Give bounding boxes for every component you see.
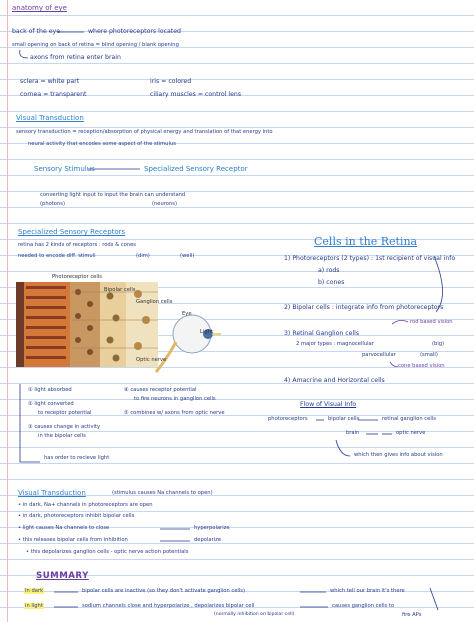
flow-ganglion: retinal ganglion cells bbox=[382, 416, 436, 422]
summary-title: SUMMARY bbox=[36, 571, 89, 581]
light-line-3: • this depolarizes ganglion cells - optic nerve action potentials bbox=[26, 549, 189, 555]
cells-in-retina-title: Cells in the Retina bbox=[314, 235, 418, 248]
flow-title: Flow of Visual Info bbox=[300, 401, 357, 408]
summary-light-text: sodium channels close and hyperpolarize , depolarizes bipolar cell bbox=[82, 603, 255, 609]
annotation-5: ⑤ combines w/ axons from optic nerve bbox=[124, 410, 225, 416]
summary-light-line bbox=[24, 604, 44, 609]
annotation-3a: ③ causes change in activity bbox=[28, 424, 101, 430]
cornea-line: cornea = transparent bbox=[20, 91, 87, 98]
summary-dark-line bbox=[24, 589, 44, 594]
flow-photoreceptors: photoreceptors bbox=[268, 416, 308, 422]
opening-line: small opening on back of retina = blind opening / blank opening bbox=[12, 42, 179, 48]
big-label: (big) bbox=[432, 341, 445, 347]
parvocellular-line: parvocellular bbox=[362, 352, 396, 358]
page-title: anatomy of eye bbox=[12, 4, 67, 12]
dark-line-2: • in dark, photoreceptors inhibit bipolar cells bbox=[18, 513, 135, 519]
converting-line: converting light input to input the brain can understand bbox=[40, 192, 186, 198]
bipolar-line: 2) Bipolar cells : integrate info from photoreceptors bbox=[284, 304, 444, 311]
cone-based-note: cone based vision bbox=[398, 363, 445, 369]
summary-dark-text: bipolar cells are inactive (so they don't activate ganglion cells) bbox=[82, 588, 246, 594]
annotation-6: has order to recieve light bbox=[44, 455, 110, 461]
rods-item: a) rods bbox=[318, 267, 340, 274]
visual-transduction-heading: Visual Transduction bbox=[16, 114, 84, 122]
fig-label-eye: Eye bbox=[182, 311, 192, 317]
neurons-label: (neurons) bbox=[152, 201, 177, 207]
fig-label-photoreceptor-cells: Photoreceptor cells bbox=[52, 274, 102, 280]
visual-transduction-2-heading: Visual Transduction bbox=[18, 489, 86, 497]
specialized-receptors-heading: Specialized Sensory Receptors bbox=[18, 228, 126, 236]
well-label: (well) bbox=[180, 253, 195, 259]
summary-light-end: fire APs bbox=[402, 612, 422, 618]
ciliary-line: ciliary muscles = control lens bbox=[150, 91, 242, 98]
photons-label: (photons) bbox=[40, 201, 66, 207]
summary-light-label: in light bbox=[25, 603, 43, 609]
visual-transduction-2-note: (stimulus causes Na channels to open) bbox=[112, 490, 213, 496]
cones-item: b) cones bbox=[318, 279, 345, 286]
summary-dark-end: which tell our brain it's there bbox=[330, 588, 405, 594]
summary-light-sub: (normally inhibition on bipolar cell) bbox=[214, 612, 295, 617]
needed-line: needed to encode diff. stimuli bbox=[18, 253, 96, 259]
annotation-2a: ② light converted bbox=[28, 401, 74, 407]
ganglion-line: 3) Retinal Ganglion cells bbox=[284, 330, 360, 337]
flow-which: which then gives info about vision bbox=[354, 452, 443, 458]
light-line-1b: hyperpolarize bbox=[194, 525, 230, 531]
major-types-line: 2 major types : magnocellular bbox=[296, 341, 374, 347]
fig-label-bipolar-cells: Bipolar cells bbox=[104, 287, 136, 293]
fig-label-light: Light bbox=[200, 329, 213, 335]
sensory-transduction-line-1: sensory transduction = reception/absorption of physical energy and translation of that energy into bbox=[16, 129, 273, 135]
back-of-eye: back of the eye bbox=[12, 28, 60, 35]
dark-line-1: • in dark, Na+ channels in photoreceptors are open bbox=[18, 502, 153, 508]
light-line-2b: depolarize bbox=[194, 537, 222, 543]
specialized-receptor: Specialized Sensory Receptor bbox=[144, 165, 248, 173]
sensory-stimulus: Sensory Stimulus bbox=[34, 165, 95, 173]
summary-light-mid: causes ganglion cells to bbox=[332, 603, 395, 609]
light-line-2: • this releases bipolar cells from inhibition bbox=[18, 537, 128, 543]
rod-based-note: rod based vision bbox=[410, 319, 453, 325]
retina-diagram bbox=[16, 272, 226, 382]
small-label: (small) bbox=[420, 352, 438, 358]
summary-dark-label: In dark bbox=[25, 588, 44, 594]
sensory-transduction-line-2: neural activity that encodes some aspect of the stimulus bbox=[28, 141, 176, 147]
annotation-2b: to receptor potential bbox=[38, 410, 92, 416]
annotation-4b: to fire neurons in ganglion cells bbox=[134, 396, 216, 402]
back-of-eye-note: where photoreceptors located bbox=[88, 28, 181, 35]
fig-label-ganglion-cells: Ganglion cells bbox=[136, 299, 173, 305]
flow-brain: brain bbox=[346, 430, 360, 436]
photoreceptors-line: 1) Photoreceptors (2 types) : 1st recipient of visual info bbox=[284, 255, 456, 262]
amacrine-line: 4) Amacrine and Horizontal cells bbox=[284, 377, 385, 384]
annotation-1: ① light absorbed bbox=[28, 387, 72, 393]
sclera-line: sclera = white part bbox=[20, 78, 80, 85]
annotation-4a: ④ causes receptor potential bbox=[124, 387, 197, 393]
dim-label: (dim) bbox=[136, 253, 150, 259]
fig-label-optic-nerve: Optic nerve bbox=[136, 357, 167, 363]
retina-has-line: retina has 2 kinds of receptors : rods & cones bbox=[18, 242, 136, 248]
flow-optic-nerve: optic nerve bbox=[396, 430, 426, 436]
axons-line: axons from retina enter brain bbox=[30, 54, 121, 61]
flow-bipolar: bipolar cells bbox=[328, 416, 360, 422]
iris-line: iris = colored bbox=[150, 78, 192, 85]
light-line-1: • light causes Na channels to close bbox=[18, 525, 110, 531]
annotation-3b: in the bipolar cells bbox=[38, 433, 86, 439]
